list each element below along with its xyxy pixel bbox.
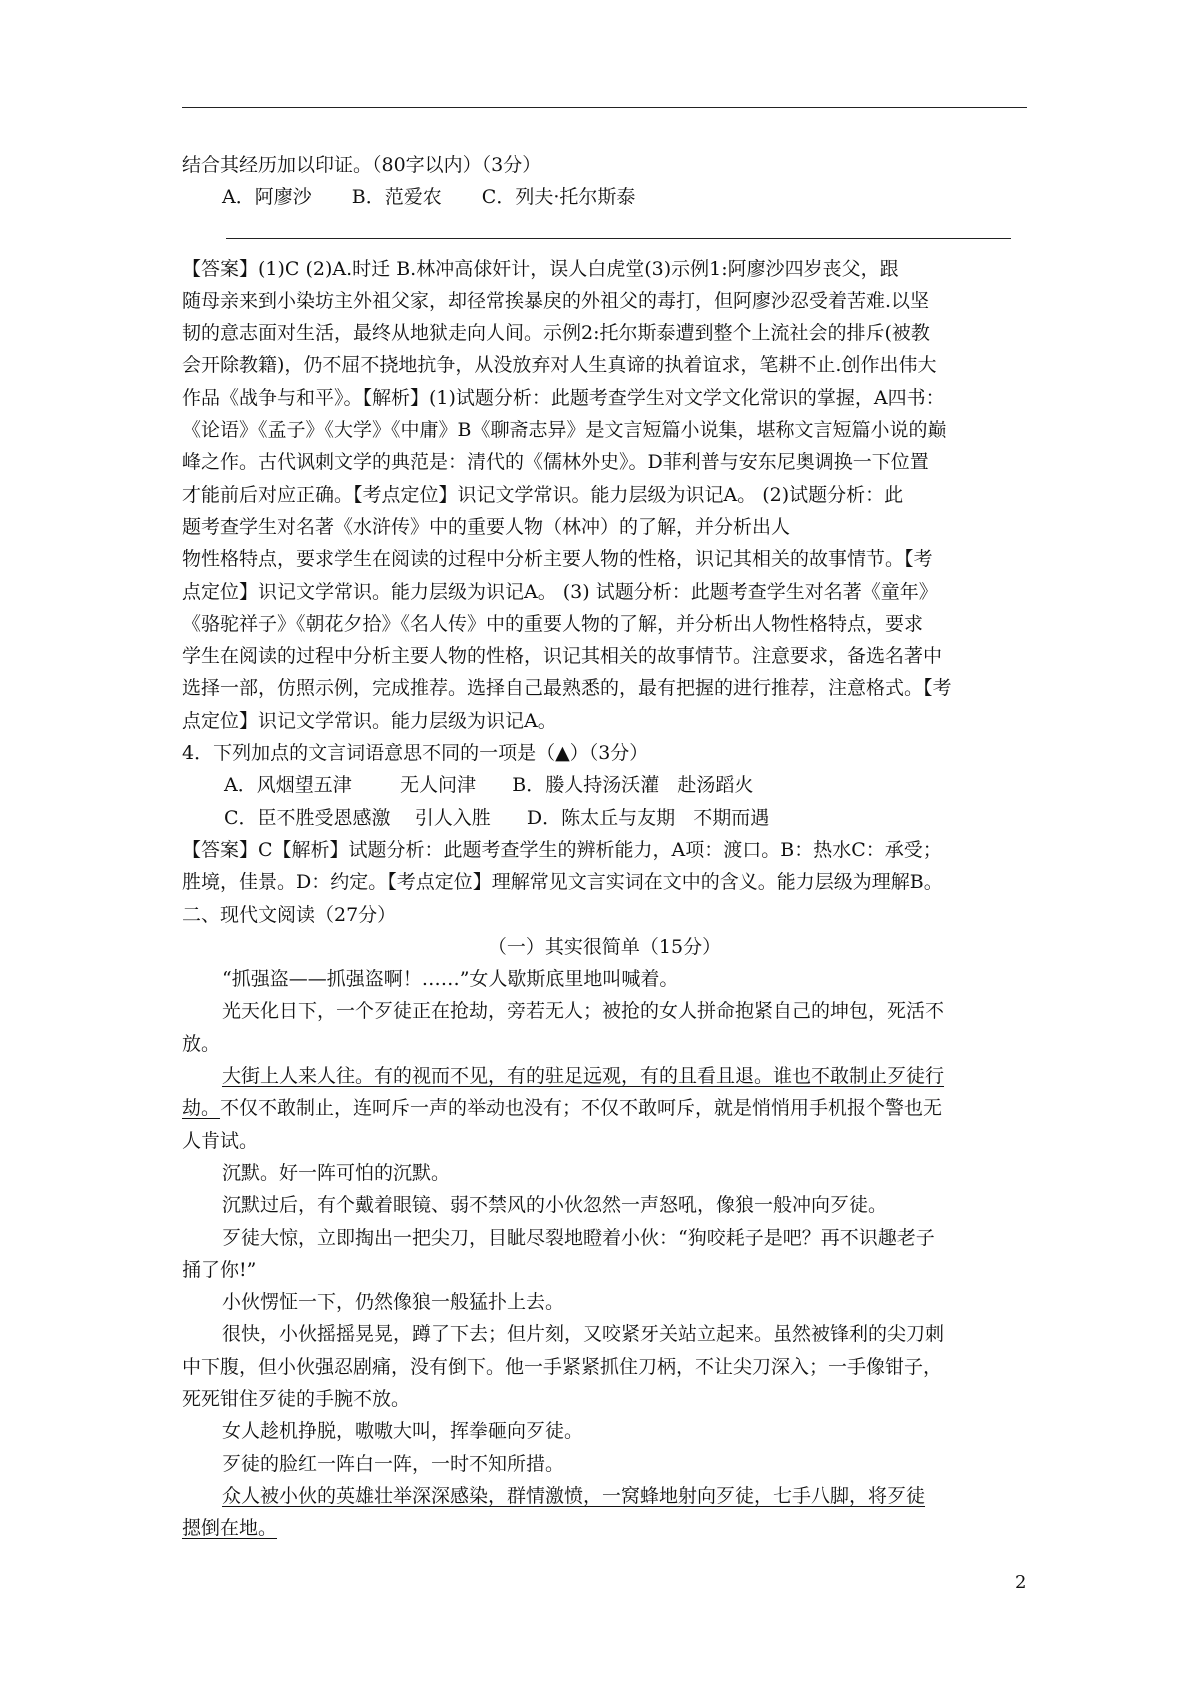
question-4-options-row-1: A．风烟望五津 无人问津 B．媵人持汤沃灌 赴汤蹈火 xyxy=(224,774,754,797)
answer-line: 《论语》《孟子》《大学》《中庸》B《聊斋志异》是文言短篇小说集，堪称文言短篇小说的巅 xyxy=(182,419,947,442)
story-paragraph-cont xyxy=(182,1092,1027,1124)
answer-line: 峰之作。古代讽刺文学的典范是：清代的《儒林外史》。D菲利普与安东尼奥调换一下位置 xyxy=(182,451,929,474)
q3-options xyxy=(182,181,1027,213)
answer-line: 【答案】(1)C (2)A.时迁 B.林冲高俅奸计，误人白虎堂(3)示例1:阿廖沙四岁丧父，跟 xyxy=(182,257,899,280)
story-text: 不仅不敢制止，连呵斥一声的举动也没有；不仅不敢呵斥，就是悄悄用手机报个警也无 xyxy=(220,1097,943,1120)
story-paragraph-cont: 人肯试。 xyxy=(182,1129,259,1152)
q3-answer-block xyxy=(182,253,1027,737)
answer-line: 物性格特点，要求学生在阅读的过程中分析主要人物的性格，识记其相关的故事情节。【考 xyxy=(182,548,933,571)
story-paragraph: 很快，小伙摇摇晃晃，蹲了下去；但片刻，又咬紧牙关站立起来。虽然被锋利的尖刀刺 xyxy=(222,1323,945,1346)
answer-line: 选择一部，仿照示例，完成推荐。选择自己最熟悉的，最有把握的进行推荐，注意格式。【考 xyxy=(182,677,952,700)
underlined-sentence: 大街上人来人往。有的视而不见，有的驻足远观，有的且看且退。谁也不敢制止歹徒行 xyxy=(222,1065,945,1088)
answer-line: 点定位】识记文学常识。能力层级为识记A。 (3) 试题分析：此题考查学生对名著《童年》 xyxy=(182,580,938,603)
story-paragraph: 小伙愣怔一下，仍然像狼一般猛扑上去。 xyxy=(222,1291,565,1314)
answer-line: 题考查学生对名著《水浒传》中的重要人物（林冲）的了解，并分析出人 xyxy=(182,515,791,538)
continuation-line: 结合其经历加以印证。（80字以内）（3分） xyxy=(182,154,542,176)
story-paragraph-cont: 放。 xyxy=(182,1032,221,1055)
answer-line: 会开除教籍)，仍不屈不挠地抗争，从没放弃对人生真谛的执着谊求，笔耕不止.创作出伟大 xyxy=(182,354,937,377)
page-number: 2 xyxy=(1015,1572,1027,1593)
header-rule xyxy=(182,107,1027,108)
story-paragraph: 女人趁机挣脱，嗷嗷大叫，挥拳砸向歹徒。 xyxy=(222,1420,584,1443)
answer-line: 点定位】识记文学常识。能力层级为识记A。 xyxy=(182,709,557,732)
q4-answer-line: 【答案】C【解析】试题分析：此题考查学生的辨析能力，A项：渡口。B：热水C：承受； xyxy=(182,838,942,861)
answer-line: 学生在阅读的过程中分析主要人物的性格，识记其相关的故事情节。注意要求，备选名著中 xyxy=(182,645,943,668)
page-content xyxy=(182,149,1027,1544)
option-a: A．阿廖沙 xyxy=(222,186,312,209)
answer-line: 作品《战争与和平》。【解析】(1)试题分析：此题考查学生对文学文化常识的掌握，A四书： xyxy=(182,386,945,409)
story-paragraph xyxy=(182,1480,1027,1512)
story-paragraph: 歹徒大惊，立即掏出一把尖刀，目眦尽裂地瞪着小伙：“狗咬耗子是吧？再不识趣老子 xyxy=(222,1226,935,1249)
q4-answer-line: 胜境，佳景。D：约定。【考点定位】理解常见文言实词在文中的含义。能力层级为理解B。 xyxy=(182,871,943,894)
story-paragraph: 沉默。好一阵可怕的沉默。 xyxy=(222,1161,451,1184)
story-paragraph: 沉默过后，有个戴着眼镜、弱不禁风的小伙忽然一声怒吼，像狼一般冲向歹徒。 xyxy=(222,1194,888,1217)
answer-line: 随母亲来到小染坊主外祖父家，却径常挨暴戾的外祖父的毒打，但阿廖沙忍受着苦难.以坚 xyxy=(182,289,930,312)
story-paragraph-cont: 死死钳住歹徒的手腕不放。 xyxy=(182,1387,411,1410)
story-paragraph: “抓强盗——抓强盗啊！……”女人歇斯底里地叫喊着。 xyxy=(222,968,679,991)
answer-line: 韧的意志面对生活，最终从地狱走向人间。示例2:托尔斯泰遭到整个上流社会的排斥(被教 xyxy=(182,322,930,345)
story-paragraph xyxy=(182,1060,1027,1092)
question-4-stem: 4．下列加点的文言词语意思不同的一项是（▲）（3分） xyxy=(182,742,649,765)
story-paragraph: 光天化日下，一个歹徒正在抢劫，旁若无人；被抢的女人拼命抱紧自己的坤包，死活不 xyxy=(222,1000,945,1023)
story-paragraph-cont xyxy=(182,1512,1027,1544)
answer-line: 才能前后对应正确。【考点定位】识记文学常识。能力层级为识记A。 (2)试题分析：此 xyxy=(182,483,904,506)
story-paragraph-cont: 捅了你!” xyxy=(182,1258,257,1281)
answer-blank-line xyxy=(226,224,1011,239)
question-4-options-row-2: C．臣不胜受恩感激 引人入胜 D．陈太丘与友期 不期而遇 xyxy=(224,806,770,829)
answer-line: 《骆驼祥子》《朝花夕拾》《名人传》中的重要人物的了解，并分析出人物性格特点，要求 xyxy=(182,612,924,635)
story-paragraph: 歹徒的脸红一阵白一阵，一时不知所措。 xyxy=(222,1452,565,1475)
underlined-sentence: 摁倒在地。 xyxy=(182,1517,278,1540)
story-paragraph-cont: 中下腹，但小伙强忍剧痛，没有倒下。他一手紧紧抓住刀柄，不让尖刀深入；一手像钳子， xyxy=(182,1355,943,1378)
option-b: B．范爱农 xyxy=(351,186,442,209)
story-title: （一）其实很简单（15分） xyxy=(487,935,722,958)
underlined-sentence: 众人被小伙的英雄壮举深深感染，群情激愤，一窝蜂地射向歹徒，七手八脚，将歹徒 xyxy=(222,1484,926,1507)
underlined-sentence: 劫。 xyxy=(182,1097,221,1120)
option-c: C．列夫·托尔斯泰 xyxy=(481,186,636,209)
section-heading: 二、现代文阅读（27分） xyxy=(182,903,397,926)
